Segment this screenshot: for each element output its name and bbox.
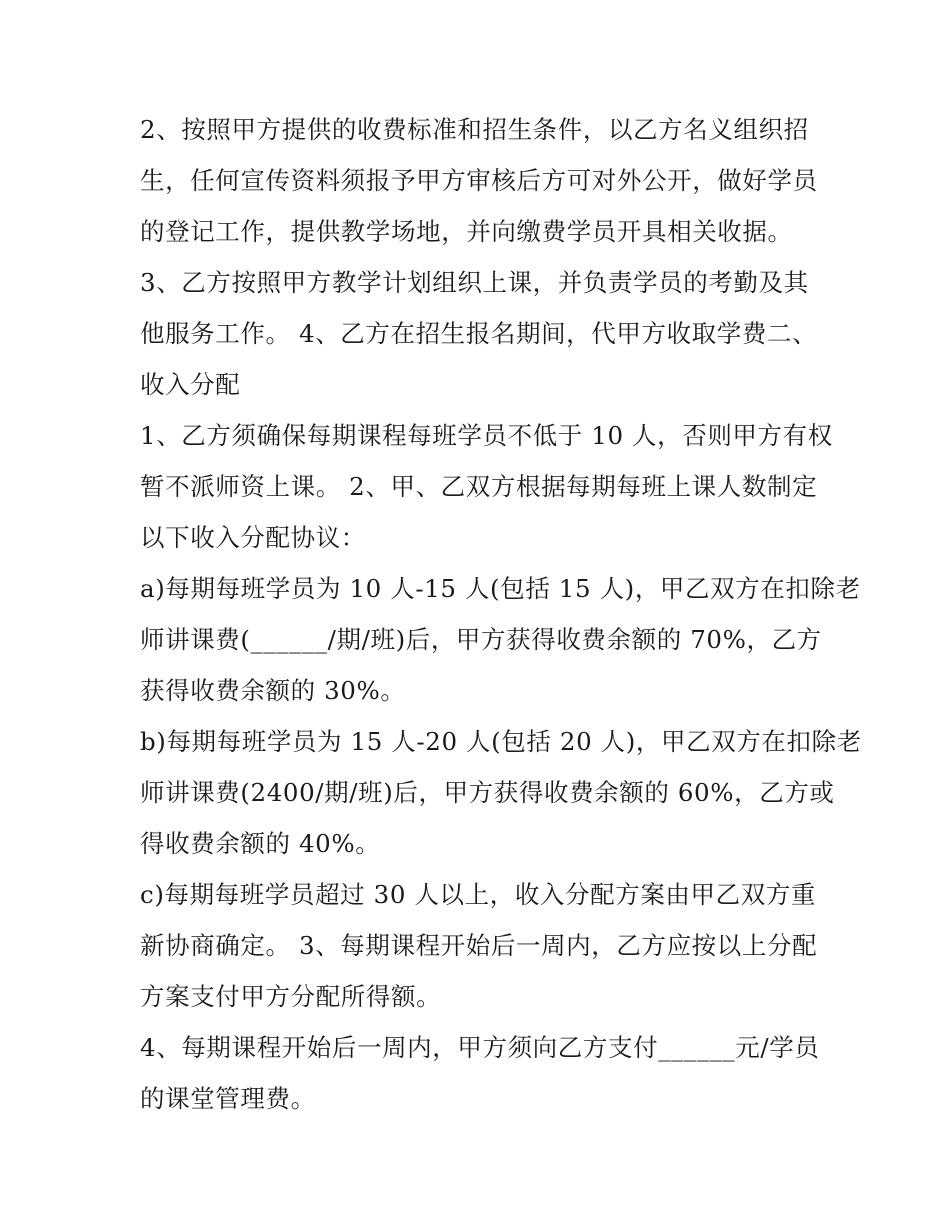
text-line: 以下收入分配协议： (140, 523, 366, 552)
text-line: 方案支付甲方分配所得额。 (140, 982, 442, 1011)
text-line: 他服务工作。 4、乙方在招生报名期间，代甲方收取学费二、 (140, 319, 818, 348)
text-line: 暂不派师资上课。 2、甲、乙双方根据每期每班上课人数制定 (140, 472, 818, 501)
document-body (140, 108, 862, 1128)
text-line: 得收费余额的 40%。 (140, 829, 381, 858)
text-line: 收入分配 (140, 370, 241, 399)
text-line: 获得收费余额的 30%。 (140, 676, 406, 705)
text-line: 3、乙方按照甲方教学计划组织上课，并负责学员的考勤及其 (140, 268, 809, 297)
text-line: 师讲课费(______/期/班)后，甲方获得收费余额的 70%，乙方 (140, 625, 822, 654)
text-line: b)每期每班学员为 15 人-20 人(包括 20 人)，甲乙双方在扣除老 (140, 727, 862, 756)
text-line: 新协商确定。 3、每期课程开始后一周内，乙方应按以上分配 (140, 931, 818, 960)
text-line: a)每期每班学员为 10 人-15 人(包括 15 人)，甲乙双方在扣除老 (140, 574, 861, 603)
text-line: 师讲课费(2400/期/班)后，甲方获得收费余额的 60%，乙方或 (140, 778, 835, 807)
text-line: 生，任何宣传资料须报予甲方审核后方可对外公开，做好学员 (140, 166, 818, 195)
text-line: 1、乙方须确保每期课程每班学员不低于 10 人，否则甲方有权 (140, 421, 833, 450)
text-line: 的课堂管理费。 (140, 1084, 316, 1113)
text-line: c)每期每班学员超过 30 人以上，收入分配方案由甲乙双方重 (140, 880, 817, 909)
text-line: 的登记工作，提供教学场地，并向缴费学员开具相关收据。 (140, 217, 793, 246)
text-line: 2、按照甲方提供的收费标准和招生条件，以乙方名义组织招 (140, 115, 809, 144)
text-line: 4、每期课程开始后一周内，甲方须向乙方支付______元/学员 (140, 1033, 820, 1062)
